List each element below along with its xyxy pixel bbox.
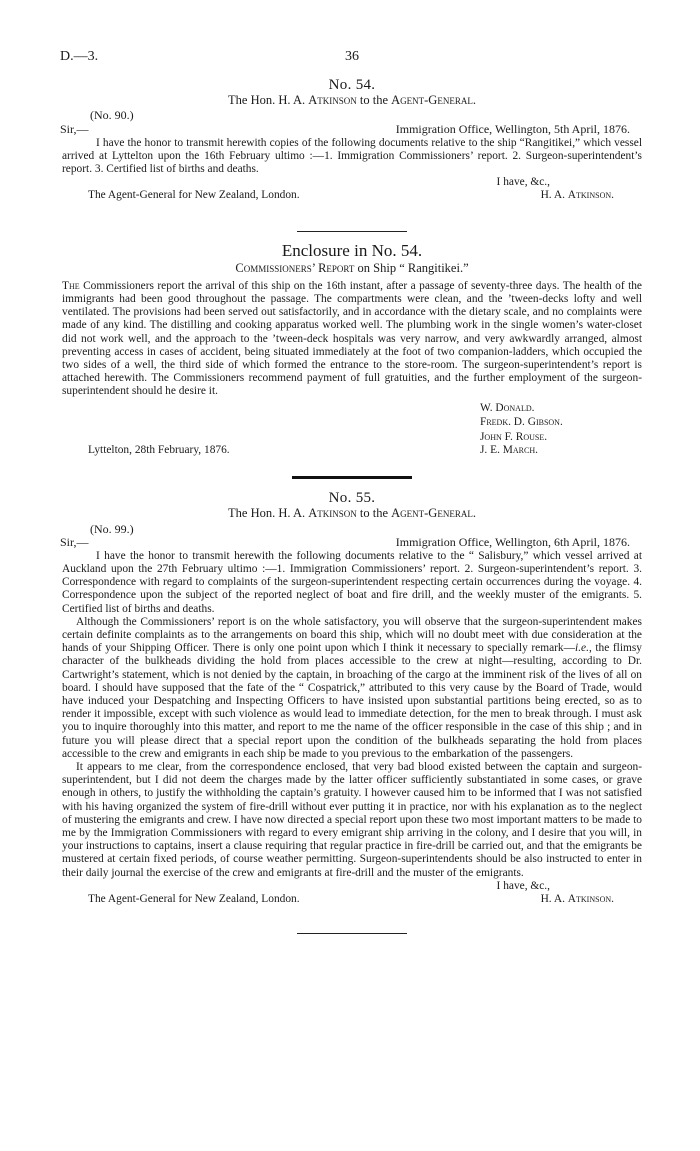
recipient-name: Agent-General bbox=[391, 93, 473, 108]
place-date: Immigration Office, Wellington, 5th April, 1876. bbox=[395, 121, 630, 136]
closing: I have, &c., bbox=[496, 176, 550, 189]
sender-name: Atkinson bbox=[308, 93, 357, 108]
place-date: Lyttelton, 28th February, 1876. bbox=[88, 444, 230, 457]
signature-surname: Atkinson bbox=[567, 893, 612, 906]
from-to-text: to the bbox=[356, 93, 392, 108]
recipient-name: Agent-General bbox=[391, 506, 473, 521]
signature-stop: . bbox=[611, 189, 614, 202]
enclosure-body bbox=[62, 280, 642, 399]
section-divider bbox=[297, 933, 407, 934]
letter-55-ref-number: (No. 99.) bbox=[90, 521, 134, 536]
commissioner-name: W. Donald. bbox=[480, 401, 535, 414]
running-header bbox=[62, 50, 642, 72]
salutation-line bbox=[62, 536, 642, 550]
from-to-text: The Hon. H. A. bbox=[228, 93, 309, 108]
paper-reference: D.—3. bbox=[60, 49, 99, 64]
from-to-text: The Hon. H. A. bbox=[228, 506, 309, 521]
from-to-text: . bbox=[472, 93, 476, 108]
commissioner-name: J. E. March. bbox=[480, 444, 538, 457]
signature-stop: . bbox=[611, 893, 614, 906]
sender-name: Atkinson bbox=[308, 506, 357, 521]
enclosure-subheading bbox=[62, 262, 642, 275]
addressee: The Agent-General for New Zealand, London. bbox=[88, 189, 300, 202]
enclosure-heading: Enclosure in No. 54. bbox=[281, 241, 423, 261]
signature-initials: H. A. bbox=[540, 189, 568, 202]
enclosure-54 bbox=[62, 241, 642, 458]
letter-55-paragraph-2 bbox=[62, 616, 642, 761]
signature-surname: Atkinson bbox=[567, 189, 612, 202]
letter-55-paragraph-1: I have the honor to transmit herewith the following documents relative to the “ Salisbury,” which vessel arrived at Auckland upon the 27th February ultimo :—1. Immigration Commissioners’ report. 2. Surgeon-superintendent’s report. 3. Correspondence with regard to complaints of the surgeon-superintendent respecting certain occurrences during the voyage. 4. Correspondence upon the subject of the reported neglect of boat and fire drill, and the weekly muster of the emigrants. 5. Certified list of births and deaths. bbox=[62, 549, 642, 615]
signature-initials: H. A. bbox=[540, 893, 568, 906]
letter-54-number: No. 54. bbox=[328, 77, 376, 93]
addressee: The Agent-General for New Zealand, London. bbox=[88, 893, 300, 906]
commissioner-name: Fredk. D. Gibson. bbox=[480, 416, 563, 429]
italic-abbreviation: i.e. bbox=[575, 642, 589, 655]
letter-54-body: I have the honor to transmit herewith copies of the following documents relative to the ship “Rangitikei,” which vessel arrived at Lyttelton upon the 16th February ultimo :—1. Immigration Commissioners’ report. 2. Surgeon-superintendent’s report. 3. Certified list of births and deaths. bbox=[62, 136, 642, 176]
signature bbox=[541, 893, 614, 906]
from-to-text: to the bbox=[356, 506, 392, 521]
salutation: Sir,— bbox=[60, 121, 89, 136]
place-date: Immigration Office, Wellington, 6th April, 1876. bbox=[395, 534, 630, 549]
from-to-text: . bbox=[472, 506, 476, 521]
letter-55-from-to bbox=[62, 507, 642, 520]
opening-word: The bbox=[62, 279, 80, 292]
body-text: , the flimsy character of the bulkheads dividing the hold from places accessible to the crew at night—resulting, according to Dr. Cartwright’s statement, which is not denied by the captain, in broaching of the cargo at the imminent risk of the lives of all on board. I should have supposed that the fate of the “ Cospatrick,” attributed to this very cause by the Board of Trade, would have induced your Despatching and Inspecting Officers to have insisted upon substantial partitions being erected, so as to render it impossible, except with such violence as would lead to immediate detection, for the men to break through. I must ask you to inquire thoroughly into this matter, and report to me the name of the officer responsible in the case of this ship ; and in future you will please direct that a special report upon the condition of the bulkheads separating the hold from places accessible to the crew and emigrants in each ship be made to you previous to the embarkation of the passengers. bbox=[62, 642, 643, 760]
letter-54 bbox=[62, 79, 642, 203]
signature bbox=[541, 189, 614, 202]
salutation-line bbox=[62, 123, 642, 137]
letter-55-paragraph-3: It appears to me clear, from the correspondence enclosed, that very bad blood existed between the captain and surgeon-superintendent, but I did not deem the charges made by the latter officer sufficiently substantiated in some cases, or grave enough in others, to justify the withholding the captain’s gratuity. I however caused him to be informed that I was not satisfied with his having organized the system of fire-drill without ever putting it in practice, nor with his explanation as to the neglect of mustering the emigrants and crew. I have now directed a special report upon these two most important matters to be made to me by the Immigration Commissioners with regard to every emigrant ship arriving in the colony, and I desire that you will, in your instructions to captains, insert a clause requiring that regular practice in fire-drill be carried out, and that the emigrants be mustered at certain fixed periods, of course weather permitting. Surgeon-superintendents should be also instructed to enter in their daily journal the exercise of the crew and emigrants at fire-drill and the muster of the emigrants. bbox=[62, 761, 642, 879]
body-text: Although the Commissioners’ report is on the whole satisfactory, you will observe that the surgeon-superintendent makes certain definite complaints as to the arrangements on board this ship, which will no doubt meet with due consideration at the hands of your Shipping Officer. There is only one point upon which I think it necessary to specially remark— bbox=[62, 615, 642, 655]
signature-row bbox=[62, 189, 642, 203]
letter-55 bbox=[62, 492, 642, 907]
salutation: Sir,— bbox=[60, 534, 89, 549]
commissioner-name: John F. Rouse. bbox=[480, 430, 548, 443]
ship-name: on Ship “ Rangitikei.” bbox=[354, 260, 469, 275]
page-number: 36 bbox=[345, 49, 359, 64]
letter-54-from-to bbox=[62, 94, 642, 107]
closing: I have, &c., bbox=[496, 879, 550, 892]
report-title: Commissioners’ Report bbox=[235, 260, 355, 275]
body-text: Commissioners report the arrival of this ship on the 16th instant, after a passage of seventy-three days. The health of the immigrants had been good throughout the passage. The compartments were clean, and the ’tween-decks lofty and well ventilated. The provisions had been served out satisfactorily, and in accordance with the dietary scale, and no complaints were made of any kind. The distilling and cooking apparatus worked well. The plumbing work in the single women’s water-closet did not work well, and the approach to the ’tween-deck hospitals was very narrow, and very awkwardly arranged, almost preventing access in cases of accident, being situated immediately at the foot of two companion-ladders, which occupied the two sides of a well, the third side of which formed the entrance to the store-room. The surgeon-superintendent’s report is attached herewith. The Commissioners recommend payment of full gratuities, and the further employment of the surgeon-superintendent should he desire it. bbox=[62, 279, 642, 398]
letter-55-number: No. 55. bbox=[328, 490, 376, 507]
enclosure-date-row bbox=[62, 444, 642, 458]
commissioner-signatures bbox=[480, 401, 642, 445]
signature-row bbox=[62, 893, 642, 907]
letter-54-ref-number: (No. 90.) bbox=[90, 108, 134, 123]
